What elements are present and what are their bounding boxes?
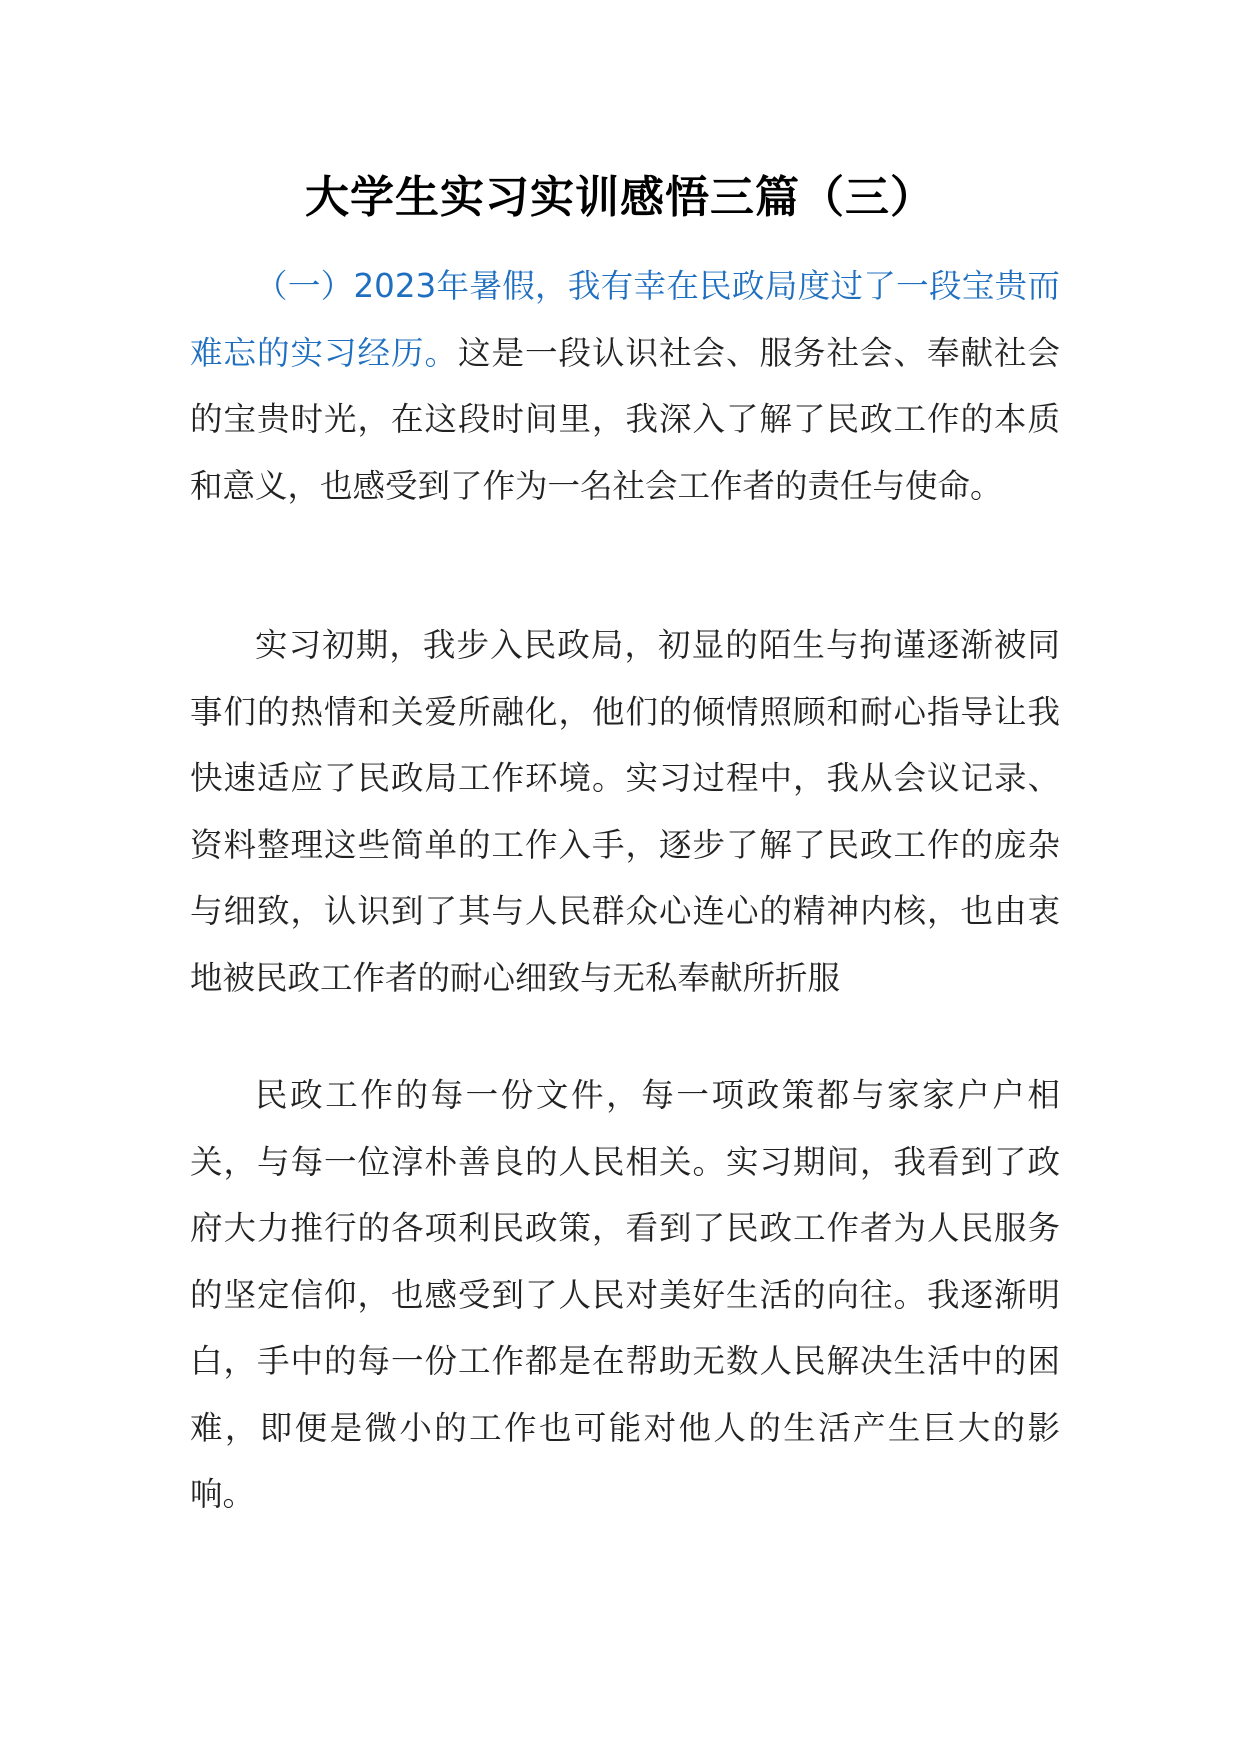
paragraph-2 [190, 612, 1060, 1011]
paragraph-1 [190, 253, 1060, 519]
highlighted-text: （一）2023年暑假，我有幸在民政局度过了一段宝贵而难忘的实习经历。 [190, 267, 1060, 372]
paragraph-1-text [190, 253, 1060, 519]
paragraph-2-text: 实习初期，我步入民政局，初显的陌生与拘谨逐渐被同事们的热情和关爱所融化，他们的倾情照顾和耐心指导让我快速适应了民政局工作环境。实习过程中，我从会议记录、资料整理这些简单的工作入手，逐步了解了民政工作的庞杂与细致，认识到了其与人民群众心连心的精神内核，也由衷地被民政工作者的耐心细致与无私奉献所折服 [190, 626, 1060, 997]
paragraph-3 [190, 1062, 1060, 1528]
paragraph-1-body: 这是一段认识社会、服务社会、奉献社会的宝贵时光，在这段时间里，我深入了解了民政工作的本质和意义，也感受到了作为一名社会工作者的责任与使命。 [190, 333, 1060, 505]
paragraph-3-text: 民政工作的每一份文件，每一项政策都与家家户户相关，与每一位淳朴善良的人民相关。实习期间，我看到了政府大力推行的各项利民政策，看到了民政工作者为人民服务的坚定信仰，也感受到了人民对美好生活的向往。我逐渐明白，手中的每一份工作都是在帮助无数人民解决生活中的困难，即便是微小的工作也可能对他人的生活产生巨大的影响。 [190, 1076, 1060, 1513]
document-title: 大学生实习实训感悟三篇（三） [305, 172, 935, 223]
